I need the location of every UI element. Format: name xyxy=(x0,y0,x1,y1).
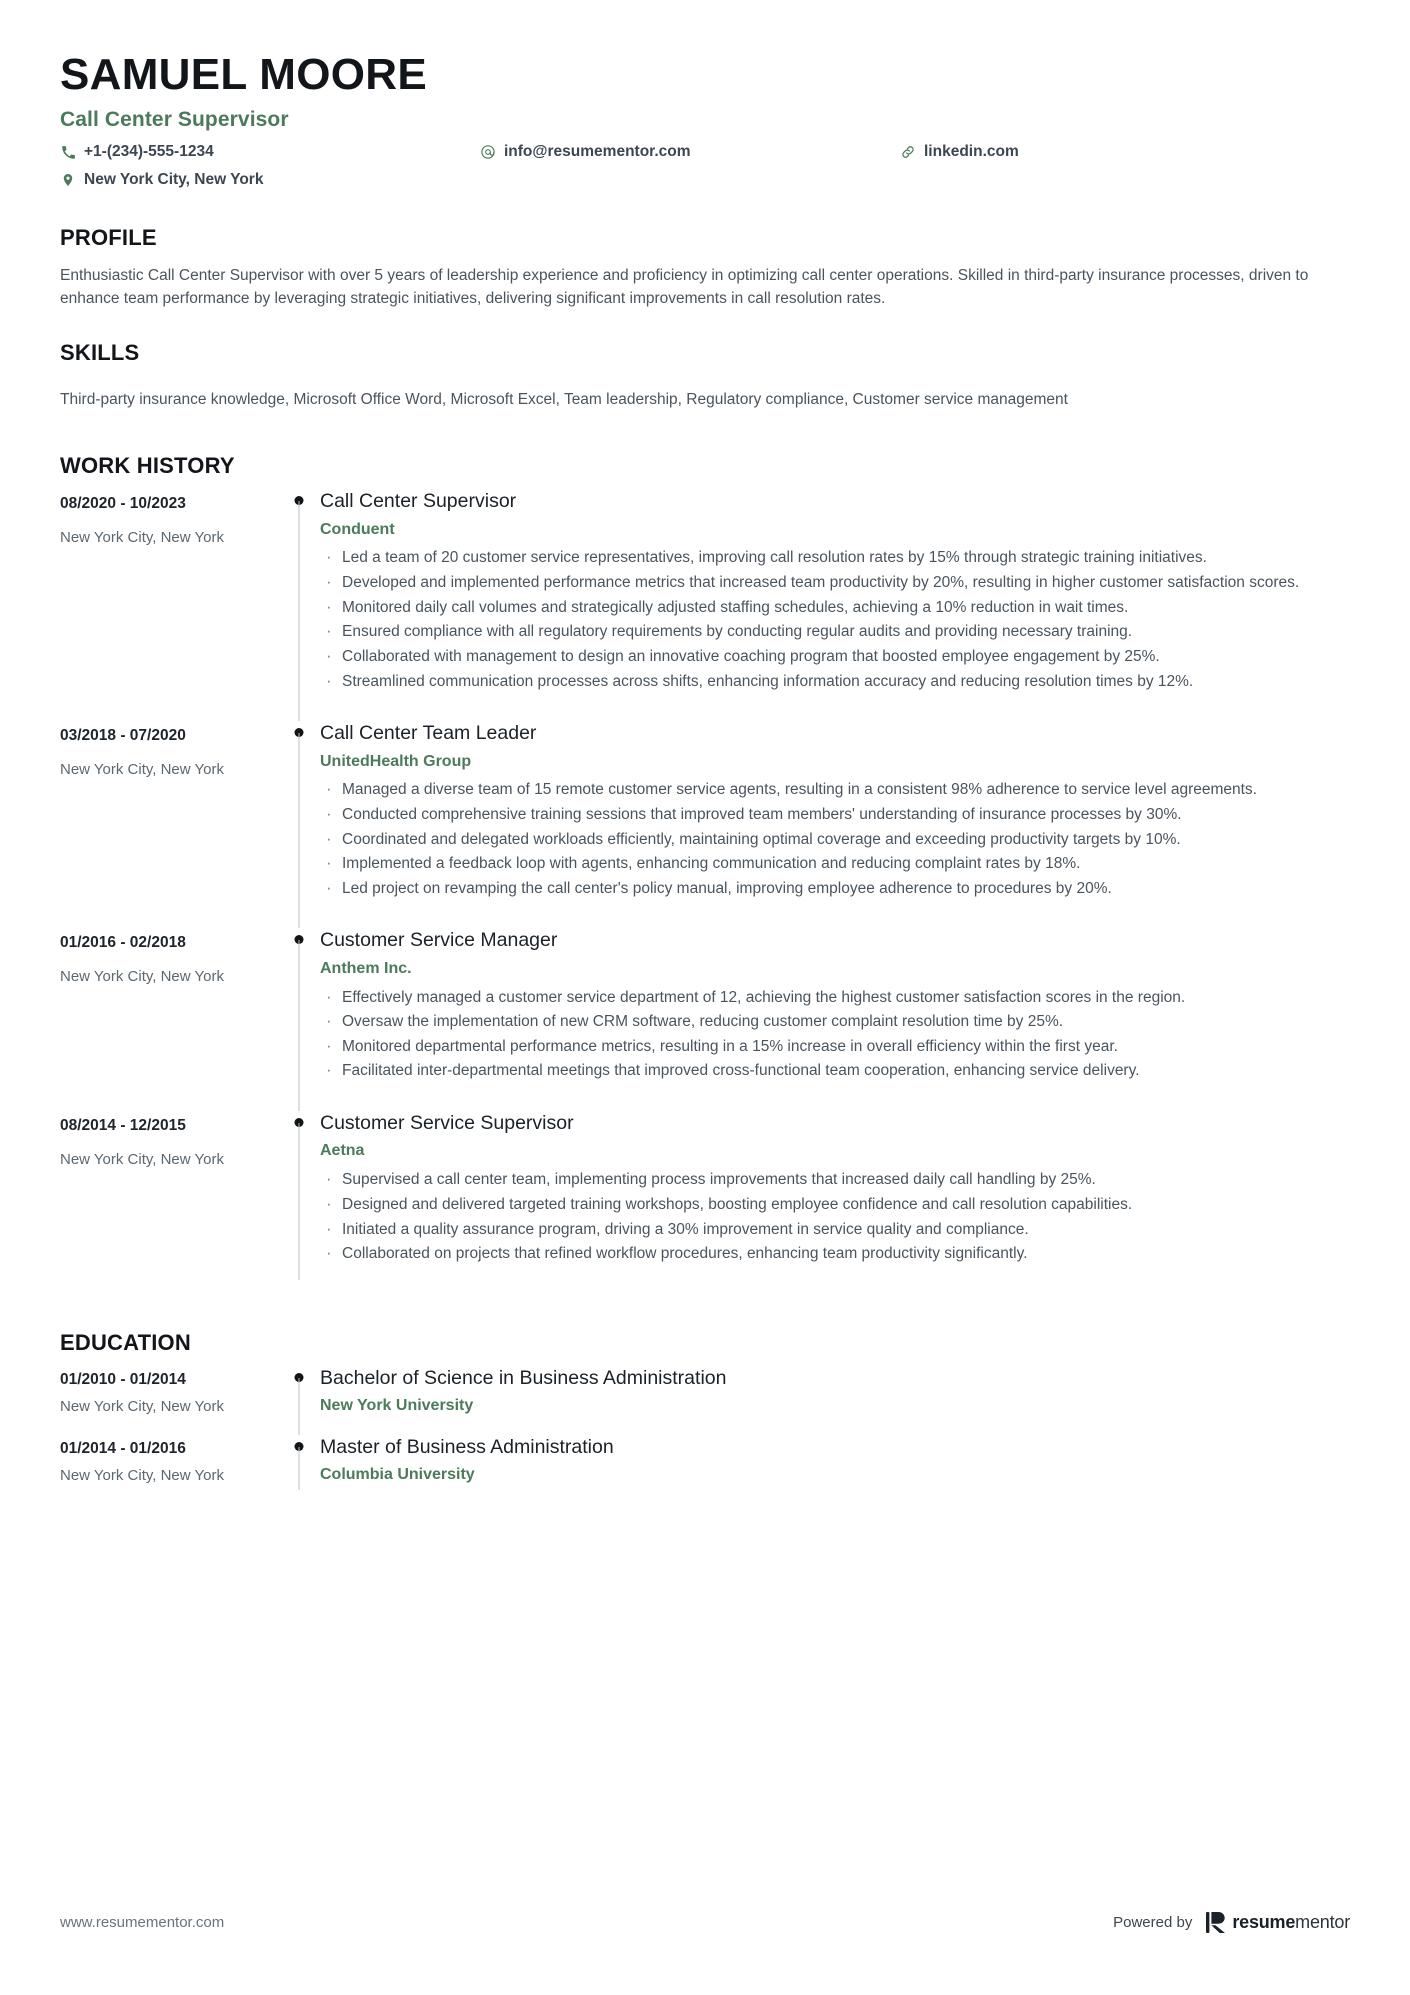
email-icon xyxy=(480,144,496,160)
entry-body xyxy=(316,928,1350,1111)
entry-organization: Columbia University xyxy=(320,1466,475,1484)
contact-location xyxy=(60,169,480,191)
entry-organization: New York University xyxy=(320,1397,474,1415)
timeline-line xyxy=(299,940,300,1111)
bullet-item: · Streamlined communication processes across shifts, enhancing information accuracy and reducing resolution times by 12%. xyxy=(320,671,1350,694)
resumementor-logo-icon xyxy=(1206,1912,1225,1933)
page-footer xyxy=(60,1912,1350,1933)
work-history-entries xyxy=(60,489,1350,1293)
timeline-entry xyxy=(60,1366,1350,1435)
timeline-line xyxy=(299,1123,300,1280)
entry-meta xyxy=(60,489,282,721)
bullet-item: · Oversaw the implementation of new CRM software, reducing customer complaint resolution time by 25%. xyxy=(320,1011,1350,1034)
entry-date: 01/2016 - 02/2018 xyxy=(60,934,186,952)
timeline-entry xyxy=(60,1435,1350,1504)
logo-text-bold: resume xyxy=(1232,1912,1296,1932)
timeline-entry xyxy=(60,1111,1350,1294)
entry-meta xyxy=(60,1366,282,1435)
timeline-axis xyxy=(282,1366,316,1435)
entry-date: 08/2020 - 10/2023 xyxy=(60,495,186,513)
timeline-axis xyxy=(282,721,316,928)
entry-title: Bachelor of Science in Business Administration xyxy=(320,1366,727,1389)
entry-body xyxy=(316,1111,1350,1294)
resume-header xyxy=(60,52,1350,191)
bullet-item: · Monitored daily call volumes and strategically adjusted staffing schedules, achieving a 10% reduction in wait times. xyxy=(320,597,1350,620)
entry-organization: Anthem Inc. xyxy=(320,959,412,977)
phone-icon xyxy=(60,144,76,160)
entry-body xyxy=(316,1366,1350,1435)
education-section-title: EDUCATION xyxy=(60,1329,191,1355)
education-entries xyxy=(60,1366,1350,1504)
timeline-line xyxy=(299,501,300,721)
footer-branding xyxy=(1113,1912,1350,1933)
bullet-item: · Monitored departmental performance metrics, resulting in a 15% increase in overall efficiency within the first year. xyxy=(320,1036,1350,1059)
bullet-item: · Led a team of 20 customer service representatives, improving call resolution rates by 15% through strategic training initiatives. xyxy=(320,547,1350,570)
entry-bullets xyxy=(320,779,1350,900)
bullet-item: · Conducted comprehensive training sessions that improved team members' understanding of insurance processes by 30%. xyxy=(320,804,1350,827)
entry-bullets xyxy=(320,987,1350,1084)
skills-text: Third-party insurance knowledge, Microsoft Office Word, Microsoft Excel, Team leadership, Regulatory compliance, Customer service management xyxy=(60,391,1068,409)
entry-location: New York City, New York xyxy=(60,1397,224,1415)
profile-section xyxy=(60,225,1350,311)
timeline-entry xyxy=(60,721,1350,928)
contact-location-text: New York City, New York xyxy=(84,170,264,188)
entry-location: New York City, New York xyxy=(60,1466,224,1484)
entry-meta xyxy=(60,721,282,928)
entry-title: Call Center Supervisor xyxy=(320,490,517,513)
footer-url[interactable]: www.resumementor.com xyxy=(60,1914,225,1931)
timeline-line xyxy=(299,1447,300,1490)
logo-text-thin: mentor xyxy=(1295,1912,1350,1932)
entry-title: Customer Service Supervisor xyxy=(320,1112,574,1135)
contact-email-text: info@resumementor.com xyxy=(504,143,691,161)
entry-organization: Conduent xyxy=(320,520,395,538)
timeline-axis xyxy=(282,1435,316,1504)
entry-bullets xyxy=(320,1169,1350,1266)
entry-title: Call Center Team Leader xyxy=(320,722,537,745)
skills-section-title: SKILLS xyxy=(60,340,140,366)
entry-body xyxy=(316,489,1350,721)
entry-date: 08/2014 - 12/2015 xyxy=(60,1117,186,1135)
education-section xyxy=(60,1330,1350,1504)
entry-location: New York City, New York xyxy=(60,1151,224,1169)
entry-organization: UnitedHealth Group xyxy=(320,752,472,770)
bullet-item: · Coordinated and delegated workloads efficiently, maintaining optimal coverage and exceeding productivity targets by 10%. xyxy=(320,829,1350,852)
entry-date: 03/2018 - 07/2020 xyxy=(60,727,186,745)
entry-date: 01/2010 - 01/2014 xyxy=(60,1370,186,1388)
powered-by-label: Powered by xyxy=(1113,1914,1193,1931)
entry-title: Master of Business Administration xyxy=(320,1435,614,1458)
timeline-axis xyxy=(282,928,316,1111)
timeline-line xyxy=(299,1378,300,1435)
contact-phone[interactable] xyxy=(60,141,480,163)
entry-body xyxy=(316,1435,1350,1504)
contact-details xyxy=(60,141,1350,190)
bullet-item: · Collaborated with management to design an innovative coaching program that boosted employee engagement by 25%. xyxy=(320,646,1350,669)
entry-organization: Aetna xyxy=(320,1142,365,1160)
contact-linkedin-text: linkedin.com xyxy=(924,143,1019,161)
contact-phone-text: +1-(234)-555-1234 xyxy=(84,143,214,161)
entry-meta xyxy=(60,1111,282,1294)
skills-section xyxy=(60,340,1350,411)
entry-meta xyxy=(60,928,282,1111)
entry-meta xyxy=(60,1435,282,1504)
profile-text: Enthusiastic Call Center Supervisor with over 5 years of leadership experience and proficiency in optimizing call center operations. Skilled in third-party insurance processes, driven to enhance team performance by leveraging strategic initiatives, delivering significant improvements in call resolution rates. xyxy=(60,266,1309,307)
resumementor-logo-text xyxy=(1232,1912,1350,1933)
bullet-item: · Effectively managed a customer service department of 12, achieving the highest customer satisfaction scores in the region. xyxy=(320,987,1350,1010)
contact-linkedin[interactable] xyxy=(900,141,1350,163)
bullet-item: · Supervised a call center team, implementing process improvements that increased daily call handling by 25%. xyxy=(320,1169,1350,1192)
bullet-item: · Implemented a feedback loop with agents, enhancing communication and reducing complaint rates by 18%. xyxy=(320,853,1350,876)
bullet-item: · Developed and implemented performance metrics that increased team productivity by 20%, resulting in higher customer satisfaction scores. xyxy=(320,572,1350,595)
bullet-item: · Collaborated on projects that refined workflow procedures, enhancing team productivity significantly. xyxy=(320,1243,1350,1266)
bullet-item: · Designed and delivered targeted training workshops, boosting employee confidence and call resolution capabilities. xyxy=(320,1194,1350,1217)
entry-location: New York City, New York xyxy=(60,529,224,547)
entry-location: New York City, New York xyxy=(60,968,224,986)
bullet-item: · Initiated a quality assurance program, driving a 30% improvement in service quality and compliance. xyxy=(320,1219,1350,1242)
timeline-line xyxy=(299,733,300,928)
entry-body xyxy=(316,721,1350,928)
resumementor-logo xyxy=(1206,1912,1350,1933)
bullet-item: · Managed a diverse team of 15 remote customer service agents, resulting in a consistent 98% adherence to service level agreements. xyxy=(320,779,1350,802)
timeline-entry xyxy=(60,489,1350,721)
location-icon xyxy=(60,172,76,188)
candidate-job-title: Call Center Supervisor xyxy=(60,108,289,132)
timeline-axis xyxy=(282,489,316,721)
contact-email[interactable] xyxy=(480,141,900,163)
timeline-axis xyxy=(282,1111,316,1294)
entry-bullets xyxy=(320,547,1350,693)
entry-date: 01/2014 - 01/2016 xyxy=(60,1439,186,1457)
candidate-name: SAMUEL MOORE xyxy=(60,50,428,99)
entry-location: New York City, New York xyxy=(60,761,224,779)
profile-section-title: PROFILE xyxy=(60,224,157,250)
bullet-item: · Led project on revamping the call center's policy manual, improving employee adherence to procedures by 20%. xyxy=(320,878,1350,901)
work-history-section xyxy=(60,453,1350,1293)
entry-title: Customer Service Manager xyxy=(320,929,558,952)
bullet-item: · Ensured compliance with all regulatory requirements by conducting regular audits and providing necessary training. xyxy=(320,621,1350,644)
work-history-section-title: WORK HISTORY xyxy=(60,453,235,479)
bullet-item: · Facilitated inter-departmental meetings that improved cross-functional team cooperation, enhancing service delivery. xyxy=(320,1060,1350,1083)
link-icon xyxy=(900,144,916,160)
timeline-entry xyxy=(60,928,1350,1111)
